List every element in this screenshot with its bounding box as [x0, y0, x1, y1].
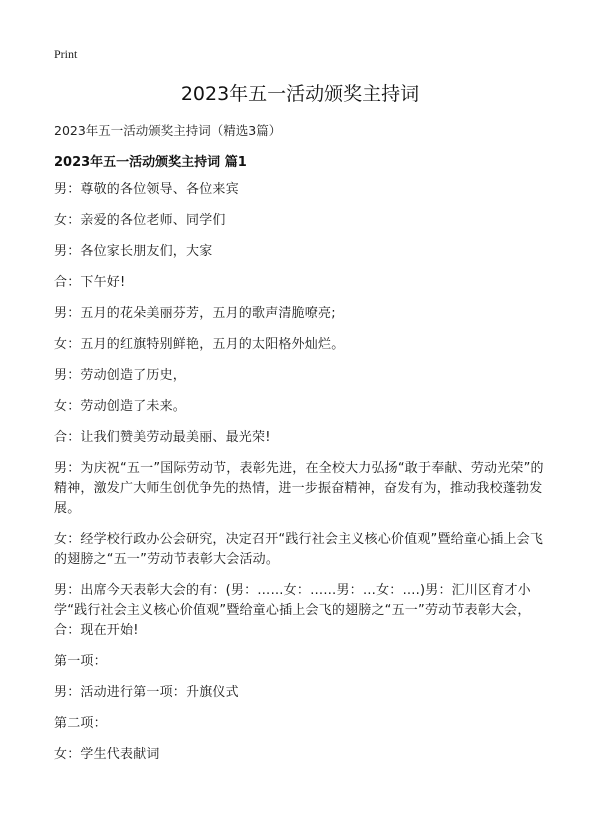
paragraph: 女：学生代表献词 [54, 747, 160, 762]
paragraph: 男：出席今天表彰大会的有：(男：……女：……男：…女：….)男：汇川区育才小学“践行社会主义核心价值观”暨给童心插上会飞的翅膀之“五一”劳动节表彰大会，合：现在开始! [54, 583, 531, 638]
paragraph: 男：尊敬的各位领导、各位来宾 [54, 182, 239, 197]
print-link[interactable]: Print [54, 47, 78, 61]
paragraph: 男：为庆祝“五一”国际劳动节，表彰先进，在全校大力弘扬“敢于奉献、劳动光荣”的精神，激发广大师生创优争先的热情，进一步振奋精神，奋发有为，推动我校蓬勃发展。 [54, 461, 544, 516]
paragraph: 女：亲爱的各位老师、同学们 [54, 213, 226, 228]
paragraph: 合：下午好! [54, 275, 126, 290]
paragraph: 男：各位家长朋友们，大家 [54, 244, 213, 259]
paragraph: 男：五月的花朵美丽芬芳，五月的歌声清脆嘹亮; [54, 306, 336, 321]
paragraph: 女：劳动创造了未来。 [54, 399, 187, 414]
paragraph: 合：让我们赞美劳动最美丽、最光荣! [54, 430, 271, 445]
paragraph: 女：五月的红旗特别鲜艳，五月的太阳格外灿烂。 [54, 337, 345, 352]
paragraph: 男：劳动创造了历史， [54, 368, 187, 383]
paragraph: 第一项： [54, 654, 107, 669]
document-subtitle: 2023年五一活动颁奖主持词（精选3篇） [54, 123, 282, 138]
document-body [54, 180, 554, 776]
section-heading: 2023年五一活动颁奖主持词 篇1 [54, 155, 247, 170]
document-title: 2023年五一活动颁奖主持词 [180, 83, 420, 105]
paragraph: 第二项： [54, 716, 107, 731]
paragraph: 男：活动进行第一项：升旗仪式 [54, 685, 239, 700]
paragraph: 女：经学校行政办公会研究，决定召开“践行社会主义核心价值观”暨给童心插上会飞的翅膀之“五一”劳动节表彰大会活动。 [54, 532, 544, 567]
